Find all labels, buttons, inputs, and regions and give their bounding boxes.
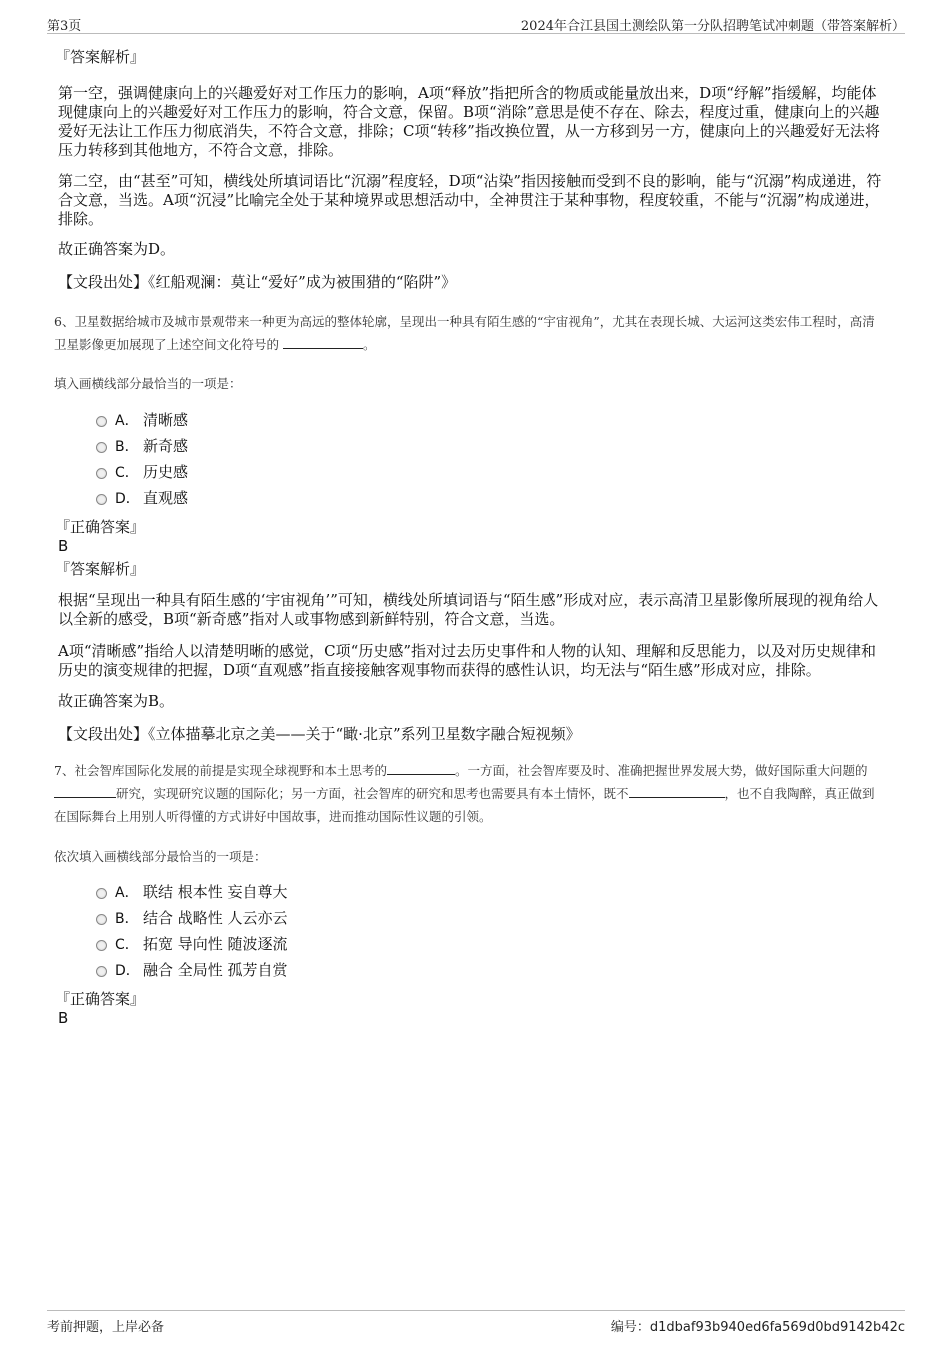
- q6-correct-answer: B: [58, 537, 69, 555]
- radio-icon[interactable]: [96, 442, 107, 453]
- q7-instruction: 依次填入画横线部分最恰当的一项是：: [54, 849, 267, 864]
- q7-correct-label: 『正确答案』: [55, 990, 146, 1008]
- q7-option-b[interactable]: B． 结合 战略性 人云亦云: [58, 905, 884, 931]
- document-title: 2024年合江县国土测绘队第一分队招聘笔试冲刺题（带答案解析）: [520, 19, 905, 34]
- q6-text-a: 6、卫星数据给城市及城市景观带来一种更为高远的整体轮廓，呈现出一种具有陌生感的“宇宙视角”，尤其在表现长城、大运河这类宏伟工程时，高清卫星影像更加展现了上述空间文化符号的: [54, 314, 875, 352]
- footer-code: [611, 1316, 905, 1335]
- q5-analysis-para2: 第二空，由“甚至”可知，横线处所填词语比“沉溺”程度轻，D项“沾染”指因接触而受到不良的影响，能与“沉溺”构成递进，符合文意，当选。A项“沉浸”比喻完全处于某种境界或思想活动中，全神贯注于某种事物，程度较重，不能与“沉溺”构成递进，排除。: [58, 172, 882, 228]
- code-label: 编号：: [610, 1320, 650, 1335]
- q6-option-c[interactable]: C． 历史感: [58, 459, 884, 485]
- radio-icon[interactable]: [96, 914, 107, 925]
- q6-source: 【文段出处】《立体描摹北京之美——关于“瞰·北京”系列卫星数字融合短视频》: [58, 725, 581, 743]
- q7-blank-1: [387, 762, 455, 775]
- q7-option-d[interactable]: D． 融合 全局性 孤芳自赏: [58, 957, 884, 983]
- q7-options: [58, 879, 884, 983]
- q6-instruction: 填入画横线部分最恰当的一项是：: [54, 376, 242, 391]
- page-number: 第3页: [47, 19, 82, 34]
- page-header: [47, 13, 905, 34]
- radio-icon[interactable]: [96, 888, 107, 899]
- q7-correct-answer: B: [58, 1009, 69, 1027]
- radio-icon[interactable]: [96, 940, 107, 951]
- q6-text-b: 。: [363, 337, 376, 352]
- q7-blank-2: [54, 785, 116, 798]
- q5-analysis-label: 『答案解析』: [55, 48, 146, 66]
- q6-option-a[interactable]: A． 清晰感: [58, 407, 884, 433]
- radio-icon[interactable]: [96, 966, 107, 977]
- q6-analysis-label: 『答案解析』: [55, 560, 146, 578]
- radio-icon[interactable]: [96, 468, 107, 479]
- page-footer: [47, 1310, 905, 1333]
- q6-analysis-para1: 根据“呈现出一种具有陌生感的‘宇宙视角’”可知，横线处所填词语与“陌生感”形成对应，表示高清卫星影像所展现的视角给人以全新的感受，B项“新奇感”指对人或事物感到新鲜特别，符合文意，当选。: [58, 591, 879, 628]
- q7-blank-3: [629, 785, 725, 798]
- radio-icon[interactable]: [96, 494, 107, 505]
- page-content: [54, 42, 884, 1028]
- q5-conclusion: 故正确答案为D。: [58, 240, 176, 258]
- q5-source: 【文段出处】《红船观澜：莫让“爱好”成为被围猎的“陷阱”》: [58, 273, 457, 291]
- q7-option-a[interactable]: A． 联结 根本性 妄自尊大: [58, 879, 884, 905]
- q6-conclusion: 故正确答案为B。: [58, 692, 175, 710]
- footer-slogan: 考前押题，上岸必备: [47, 1320, 165, 1335]
- q7-option-c[interactable]: C． 拓宽 导向性 随波逐流: [58, 931, 884, 957]
- radio-icon[interactable]: [96, 416, 107, 427]
- q6-options: [58, 407, 884, 511]
- q6-analysis-para2: A项“清晰感”指给人以清楚明晰的感觉，C项“历史感”指对过去历史事件和人物的认知、理解和反思能力，以及对历史规律和历史的演变规律的把握，D项“直观感”指直接接触客观事物而获得的感性认识，均无法与“陌生感”形成对应，排除。: [58, 642, 876, 679]
- q6-option-d[interactable]: D． 直观感: [58, 485, 884, 511]
- q7-stem: 7、社会智库国际化发展的前提是实现全球视野和本土思考的 。一方面，社会智库要及时、准确把握世界发展大势，做好国际重大问题的研究，实现研究议题的国际化；另一方面，社会智库的研究和思考也需要具有本土情怀，既不 ，也不自我陶醉，真正做到在国际舞台上用别人听得懂的方式讲好中国故事，进而推动国际性议题的引领。: [54, 763, 875, 824]
- q5-analysis-para1: 第一空，强调健康向上的兴趣爱好对工作压力的影响，A项“释放”指把所含的物质或能量放出来，D项“纾解”指缓解，均能体现健康向上的兴趣爱好对工作压力的影响，符合文意，保留。B项“消除”意思是使不存在、除去，程度过重，健康向上的兴趣爱好无法让工作压力彻底消失，不符合文意，排除；C项“转移”指改换位置，从一方移到另一方，健康向上的兴趣爱好无法将压力转移到其他地方，不符合文意，排除。: [58, 84, 880, 159]
- q6-stem: [54, 310, 884, 356]
- q6-correct-label: 『正确答案』: [55, 518, 146, 536]
- code-value: d1dbaf93b940ed6fa569d0bd9142b42c: [649, 1320, 905, 1335]
- q6-option-b[interactable]: B． 新奇感: [58, 433, 884, 459]
- q6-blank: [283, 336, 363, 349]
